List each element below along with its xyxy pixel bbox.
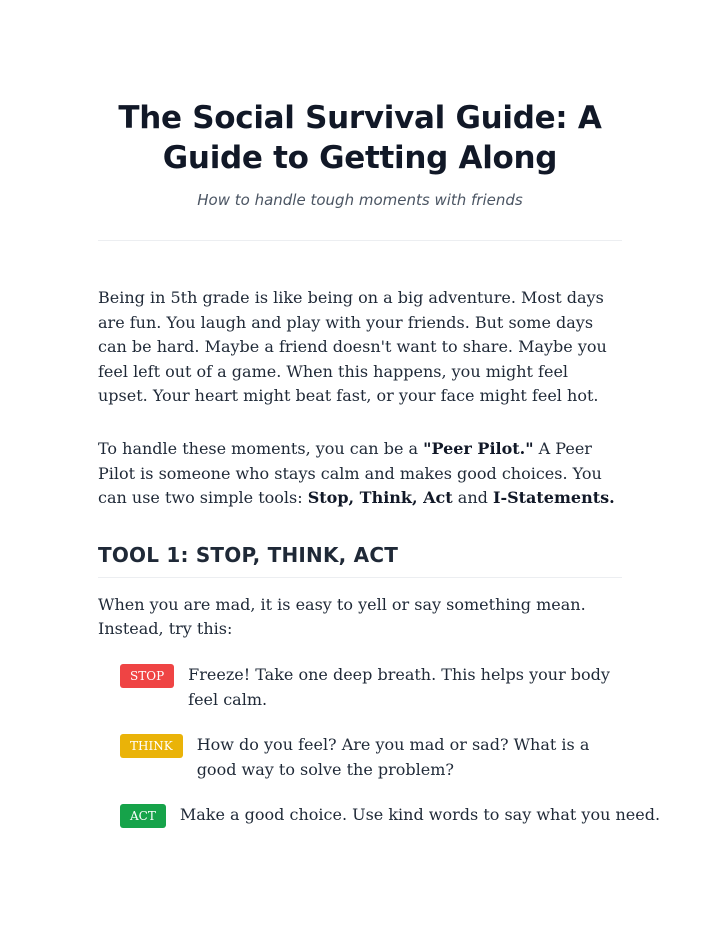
tool-2-name: I-Statements. bbox=[492, 488, 615, 508]
document-header bbox=[98, 98, 622, 210]
intro-text-1: To handle these moments, you can be a bbox=[98, 438, 424, 458]
stop-badge: STOP bbox=[120, 664, 174, 688]
tool-1-section bbox=[98, 542, 661, 829]
stop-step-text: Freeze! Take one deep breath. This helps your body feel calm. bbox=[188, 664, 610, 709]
steps-list bbox=[98, 663, 661, 828]
guide-page bbox=[98, 0, 661, 828]
act-step-text: Make a good choice. Use kind words to say what you need. bbox=[179, 805, 661, 825]
act-badge: ACT bbox=[120, 804, 166, 828]
intro-text-and: and bbox=[452, 488, 493, 508]
header-divider bbox=[98, 240, 622, 241]
tool-1-heading: TOOL 1: STOP, THINK, ACT bbox=[98, 542, 622, 578]
think-step-text: How do you feel? Are you mad or sad? What is a good way to solve the problem? bbox=[196, 735, 590, 779]
step-act bbox=[120, 803, 661, 828]
tool-1-lead: When you are mad, it is easy to yell or say something mean. Instead, try this: bbox=[98, 594, 586, 639]
document-title: The Social Survival Guide: A Guide to Getting Along bbox=[118, 100, 602, 176]
intro-paragraph-1: Being in 5th grade is like being on a big adventure. Most days are fun. You laugh and play with your friends. But some days can be hard. Maybe a friend doesn't want to share. Maybe you feel left out of a game. When this happens, you might feel upset. Your heart might beat fast, or your face might feel hot. bbox=[98, 288, 607, 406]
peer-pilot-term: "Peer Pilot." bbox=[423, 438, 534, 458]
intro-paragraph-2 bbox=[98, 437, 622, 511]
intro-text-2: A Peer Pilot is someone who stays calm and makes good choices. You can use two simple tools: bbox=[98, 438, 602, 508]
document-subtitle: How to handle tough moments with friends bbox=[197, 191, 523, 209]
step-think bbox=[120, 733, 622, 782]
step-stop bbox=[120, 663, 622, 712]
tool-1-name: Stop, Think, Act bbox=[307, 488, 453, 508]
think-badge: THINK bbox=[120, 734, 183, 758]
